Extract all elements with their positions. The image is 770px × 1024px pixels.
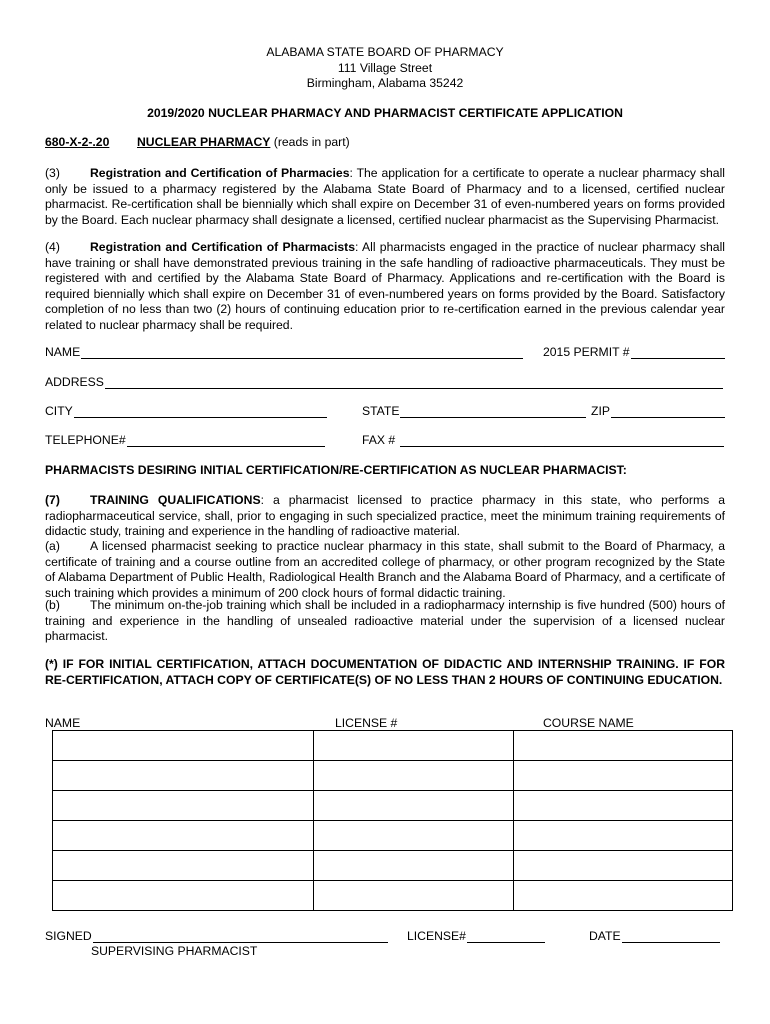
fax-label: FAX # [362,433,396,447]
city-label: CITY [45,404,73,418]
org-name: ALABAMA STATE BOARD OF PHARMACY [266,45,504,59]
table-cell[interactable] [514,731,733,761]
telephone-field[interactable] [45,433,325,447]
section-7b-body: The minimum on-the-job training which shall be included in a radiopharmacy internship is five hundred (500) hours of training and experience in the handling of unsealed radioactive material under the supervision of a licensed nuclear pharmacist. [45,598,725,643]
city-state-zip-row [45,404,725,422]
signed-label: SIGNED [45,929,92,943]
table-cell[interactable] [53,731,314,761]
state-field[interactable] [362,404,586,418]
table-row [53,821,733,851]
section-7a-body: A licensed pharmacist seeking to practice nuclear pharmacy in this state, shall submit to the Board of Pharmacy, a certificate of training and a course outline from an accredited college of pharmacy, or other program recognized by the State of Alabama Department of Public Health, Radiological Health Branch and the Alabama Board of Pharmacy, and a certificate of such training which provides a minimum of 200 clock hours of formal didactic training. [45,539,725,600]
permit-input-line[interactable] [631,346,726,359]
training-table [52,730,733,911]
permit-label: 2015 PERMIT # [543,345,630,359]
table-cell[interactable] [514,851,733,881]
section-3-body: : The application for a certificate to operate a nuclear pharmacy shall only be issued to a pharmacy registered by the Alabama State Board of Pharmacy and to a licensed, certified nuclear pharmacist. Re-certification shall be biennially which shall expire on December 31 of even-numbered years on forms provided by the Board. Each nuclear pharmacy shall designate a licensed, certified nuclear pharmacist as the Supervising Pharmacist. [45,166,725,227]
section-7a-number: (a) [45,539,60,553]
fax-field[interactable] [362,433,724,447]
section-3 [45,166,725,228]
table-cell[interactable] [314,851,514,881]
rule-name: NUCLEAR PHARMACY [137,135,271,149]
date-input-line[interactable] [622,930,720,943]
section-7-body: : a pharmacist licensed to practice pharmacy in this state, who performs a radiopharmaceutical service, shall, prior to engaging in such specialized practice, meet the minimum training requirements of didactic study, training and experience in the handling of radioactive material. [45,493,725,538]
address-input-line[interactable] [105,376,723,389]
table-row [53,731,733,761]
section-3-number: (3) [45,166,60,180]
name-field[interactable] [45,345,523,359]
date-label: DATE [589,929,621,943]
table-cell[interactable] [514,761,733,791]
signature-license-field[interactable] [407,929,545,943]
section-7-heading: TRAINING QUALIFICATIONS [90,493,261,507]
table-row [53,881,733,911]
section-7b-number: (b) [45,598,60,612]
rule-suffix: (reads in part) [270,135,350,149]
date-field[interactable] [589,929,720,943]
telephone-fax-row [45,433,725,451]
zip-input-line[interactable] [611,405,725,418]
org-street: 111 Village Street [337,60,433,75]
table-cell[interactable] [514,881,733,911]
section-7a [45,539,725,601]
address-field[interactable] [45,375,723,389]
city-field[interactable] [45,404,327,418]
section-3-heading: Registration and Certification of Pharmacies [90,166,350,180]
section-7 [45,493,725,540]
section-4-number: (4) [45,240,60,254]
supervising-pharmacist-caption: SUPERVISING PHARMACIST [91,944,258,958]
table-cell[interactable] [314,881,514,911]
table-cell[interactable] [314,761,514,791]
rule-number: 680-X-2-.20 [45,135,110,149]
pharmacists-heading: PHARMACISTS DESIRING INITIAL CERTIFICATION/RE-CERTIFICATION AS NUCLEAR PHARMACIST: [45,463,627,477]
telephone-label: TELEPHONE# [45,433,126,447]
letterhead [0,45,770,92]
name-input-line[interactable] [81,346,523,359]
section-4-heading: Registration and Certification of Pharmacists [90,240,355,254]
signature-license-input-line[interactable] [467,930,545,943]
column-header-license: LICENSE # [335,716,398,730]
name-permit-row [45,345,725,363]
section-4 [45,240,725,333]
column-header-name: NAME [45,716,81,730]
zip-label: ZIP [591,404,610,418]
table-row [53,791,733,821]
table-cell[interactable] [53,821,314,851]
page-title: 2019/2020 NUCLEAR PHARMACY AND PHARMACIST CERTIFICATE APPLICATION [147,106,623,120]
table-cell[interactable] [53,881,314,911]
zip-field[interactable] [591,404,725,418]
fax-input-line[interactable] [400,434,724,447]
permit-field[interactable] [543,345,725,359]
table-row [53,851,733,881]
attach-documentation-note: (*) IF FOR INITIAL CERTIFICATION, ATTACH DOCUMENTATION OF DIDACTIC AND INTERNSHIP TRAINING. IF FOR RE-CERTIFICATION, ATTACH COPY OF CERTIFICATE(S) OF NO LESS THAN 2 HOURS OF CONTINUING EDUCATION. [45,657,725,687]
name-label: NAME [45,345,81,359]
table-cell[interactable] [314,731,514,761]
table-row [53,761,733,791]
table-cell[interactable] [314,821,514,851]
table-cell[interactable] [53,851,314,881]
column-header-course: COURSE NAME [543,716,634,730]
address-row [45,375,725,393]
address-label: ADDRESS [45,375,104,389]
table-cell[interactable] [514,821,733,851]
state-input-line[interactable] [400,405,586,418]
table-cell[interactable] [53,791,314,821]
signed-field[interactable] [45,929,388,943]
section-4-body: : All pharmacists engaged in the practice of nuclear pharmacy shall have training or shall have demonstrated previous training in the safe handling of radioactive pharmaceuticals. They must be registered with and certified by the Alabama State Board of Pharmacy. Applications and re-certification with the Board is required biennially which shall expire on December 31 of even-numbered years on forms provided by the Board. Satisfactory completion of no less than two (2) hours of continuing education prior to re-certification earned in the previous calendar year related to nuclear pharmacy shall be required. [45,240,725,332]
signature-license-label: LICENSE# [407,929,466,943]
signed-input-line[interactable] [93,930,388,943]
table-cell[interactable] [53,761,314,791]
section-7-number: (7) [45,493,60,507]
city-input-line[interactable] [74,405,327,418]
state-label: STATE [362,404,400,418]
table-cell[interactable] [314,791,514,821]
telephone-input-line[interactable] [127,434,325,447]
section-7b [45,598,725,645]
org-city: Birmingham, Alabama 35242 [306,76,464,90]
rule-reference [45,135,350,149]
table-cell[interactable] [514,791,733,821]
